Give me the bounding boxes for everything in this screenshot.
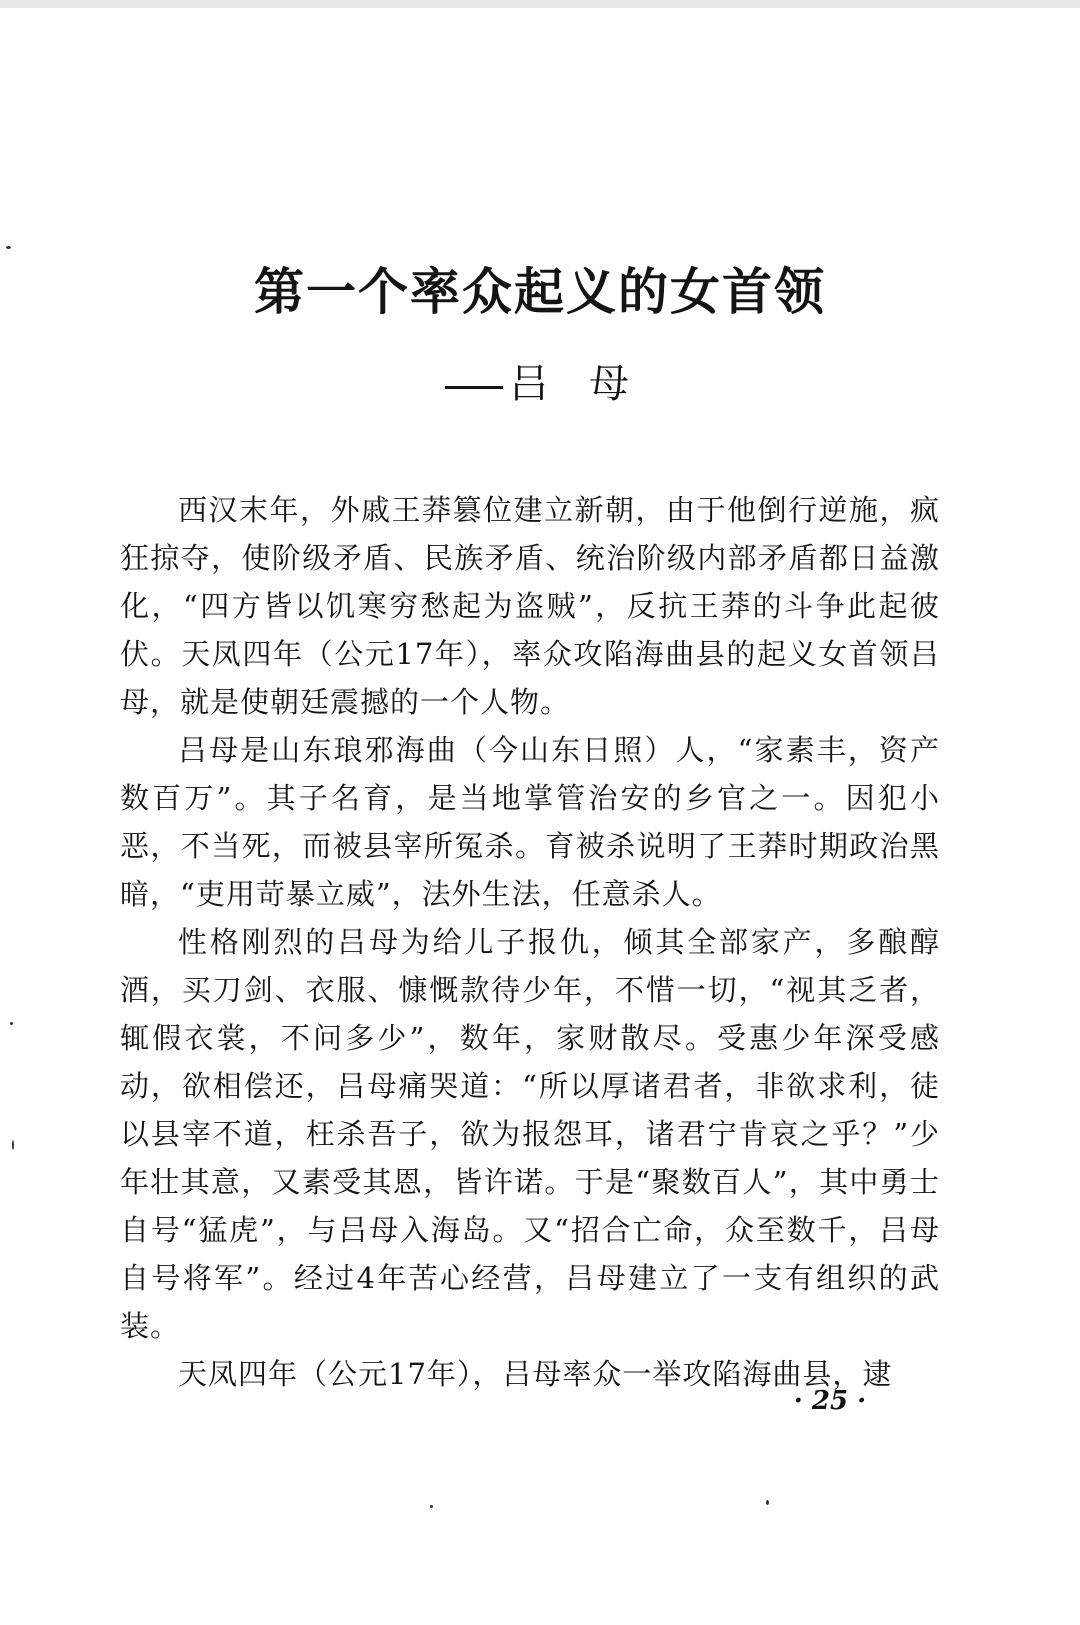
page-number: · 25 ·	[793, 1386, 867, 1416]
paragraph-4: 天凤四年（公元17年），吕母率众一举攻陷海曲县，逮	[178, 1357, 893, 1391]
paragraph-2: 吕母是山东琅邪海曲（今山东日照）人，“家素丰，资产数百万”。其子名育，是当地掌管治安的乡官之一。因犯小恶，不当死，而被县宰所冤杀。育被杀说明了王莽时期政治黑暗，“吏用苛暴立威”，法外生法，任意杀人。	[120, 733, 940, 911]
chapter-title: 第一个率众起义的女首领	[254, 262, 826, 321]
body-text	[120, 486, 940, 1398]
subtitle-dash	[445, 386, 503, 389]
subtitle-name-2: 母	[589, 361, 629, 407]
scan-speck	[12, 1140, 14, 1150]
paragraph-1: 西汉末年，外戚王莽篡位建立新朝，由于他倒行逆施，疯狂掠夺，使阶级矛盾、民族矛盾、统治阶级内部矛盾都日益激化，“四方皆以饥寒穷愁起为盗贼”，反抗王莽的斗争此起彼伏。天凤四年（公元17年），率众攻陷海曲县的起义女首领吕母，就是使朝廷震撼的一个人物。	[120, 493, 940, 719]
scan-speck	[766, 1500, 769, 1505]
scan-top-edge	[0, 0, 1080, 8]
paragraph-3: 性格刚烈的吕母为给儿子报仇，倾其全部家产，多酿醇酒，买刀剑、衣服、慷慨款待少年，不惜一切，“视其乏者，辄假衣裳，不问多少”，数年，家财散尽。受惠少年深受感动，欲相偿还，吕母痛哭道：“所以厚诸君者，非欲求利，徒以县宰不道，枉杀吾子，欲为报怨耳，诸君宁肯哀之乎？”少年壮其意，又素受其恩，皆许诺。于是“聚数百人”，其中勇士自号“猛虎”，与吕母入海岛。又“招合亡命，众至数千，吕母自号将军”。经过4年苦心经营，吕母建立了一支有组织的武装。	[120, 925, 940, 1343]
scan-speck	[10, 1022, 13, 1025]
scan-speck	[6, 246, 11, 249]
scan-speck	[430, 1505, 433, 1508]
subtitle-name-1: 吕	[509, 361, 549, 407]
chapter-subtitle	[445, 360, 629, 408]
